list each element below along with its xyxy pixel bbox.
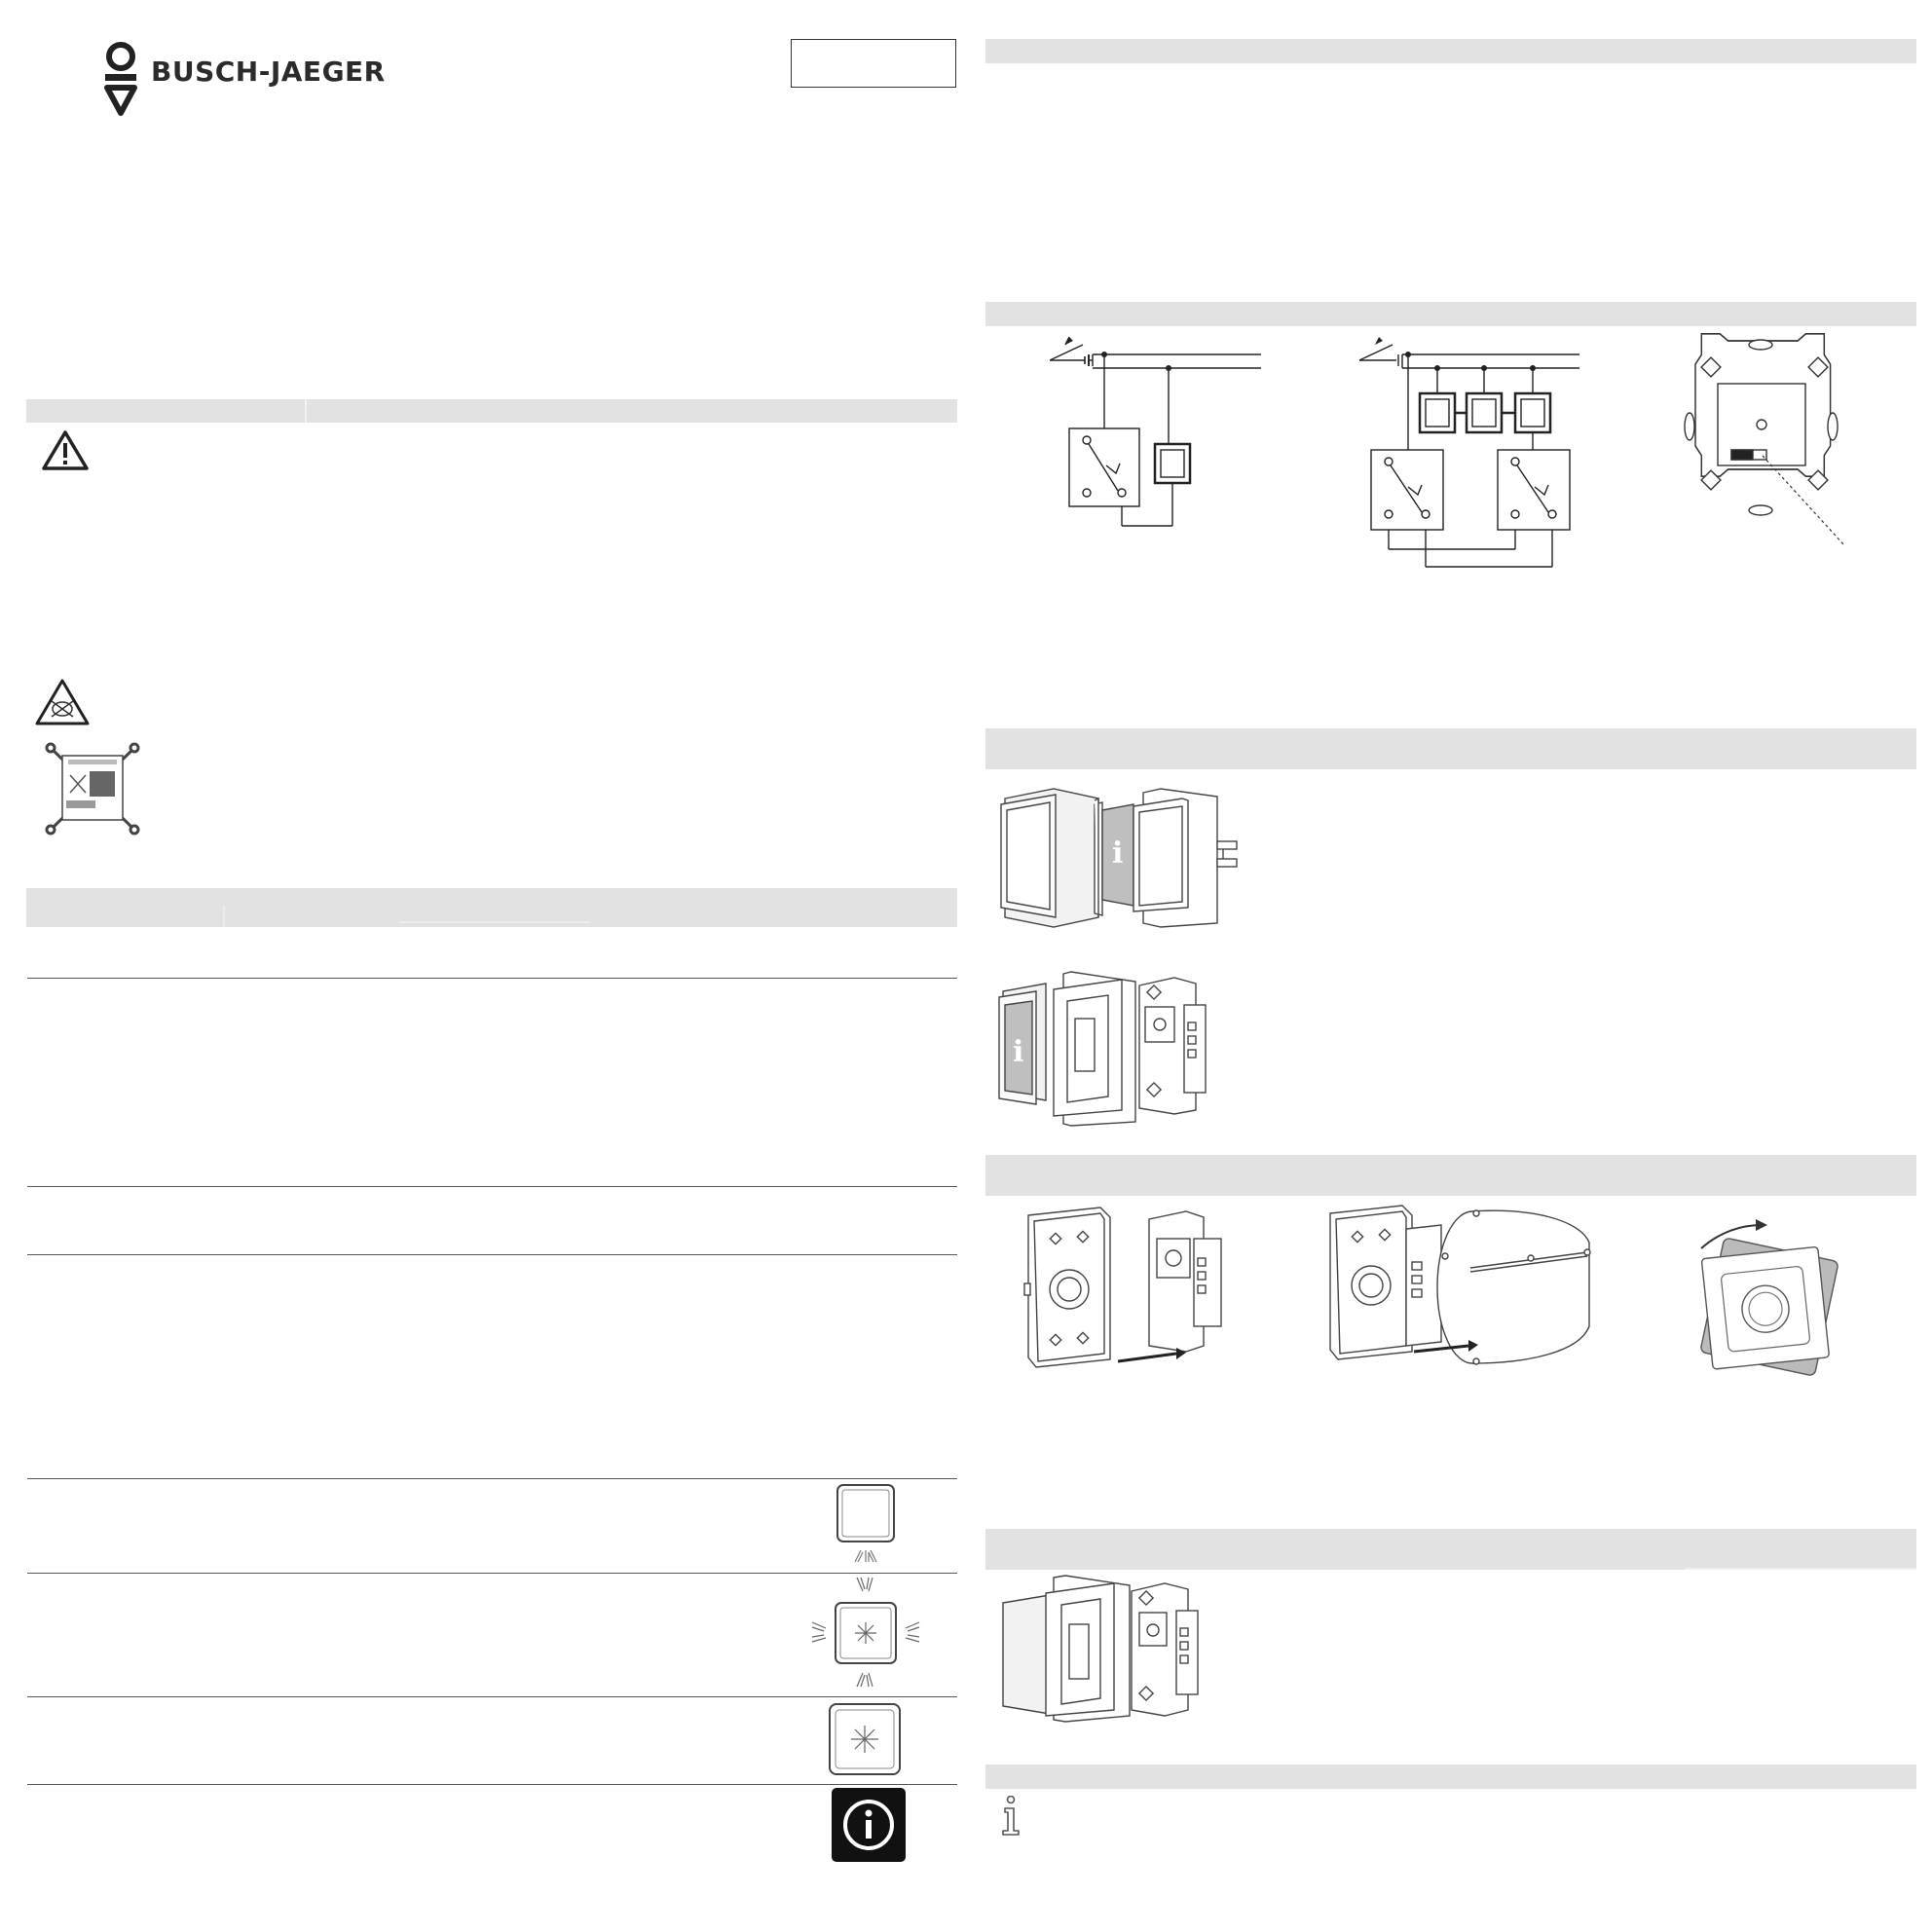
led-off-icon <box>834 1482 898 1571</box>
table-row-divider <box>27 1784 957 1785</box>
section-band-3 <box>985 728 1916 769</box>
insert-dip-switch-figure <box>1675 329 1870 553</box>
mount-insert-figure <box>1022 1200 1266 1375</box>
wiring-diagram-multi <box>1354 331 1587 575</box>
cover-assembly-figure <box>997 771 1260 937</box>
busch-jaeger-logo-icon <box>101 41 140 119</box>
article-number-box <box>791 39 956 88</box>
frame-insert-assembly-figure <box>993 962 1256 1128</box>
section-band-1 <box>985 39 1916 63</box>
info-icon <box>997 1796 1024 1841</box>
section-band-6 <box>985 1765 1916 1789</box>
no-household-waste-icon <box>35 678 90 731</box>
info-icon: i <box>1112 836 1124 871</box>
table-row-divider <box>27 1696 957 1697</box>
final-assembly-figure <box>997 1570 1231 1726</box>
mount-box-figure <box>1324 1200 1607 1365</box>
section-band-2 <box>985 302 1916 326</box>
brand-name: BUSCH-JAEGER <box>151 56 386 88</box>
table-row-divider <box>27 1254 957 1255</box>
table-row-divider <box>27 978 957 979</box>
table-row-divider <box>27 1186 957 1187</box>
section-band-5 <box>985 1529 1916 1570</box>
brand-logo <box>101 41 140 119</box>
packaging-label-icon <box>45 742 140 840</box>
rotate-frame-figure <box>1690 1219 1845 1385</box>
info-badge-icon <box>832 1788 906 1867</box>
led-on-icon <box>808 1574 923 1695</box>
safety-header-band <box>26 399 957 423</box>
led-orientation-icon <box>826 1700 904 1783</box>
section-band-4 <box>985 1155 1916 1196</box>
svg-text:i: i <box>1013 1035 1024 1069</box>
wiring-diagram-single <box>1042 331 1266 536</box>
table-row-divider <box>27 1478 957 1479</box>
warning-triangle-icon <box>41 428 90 476</box>
